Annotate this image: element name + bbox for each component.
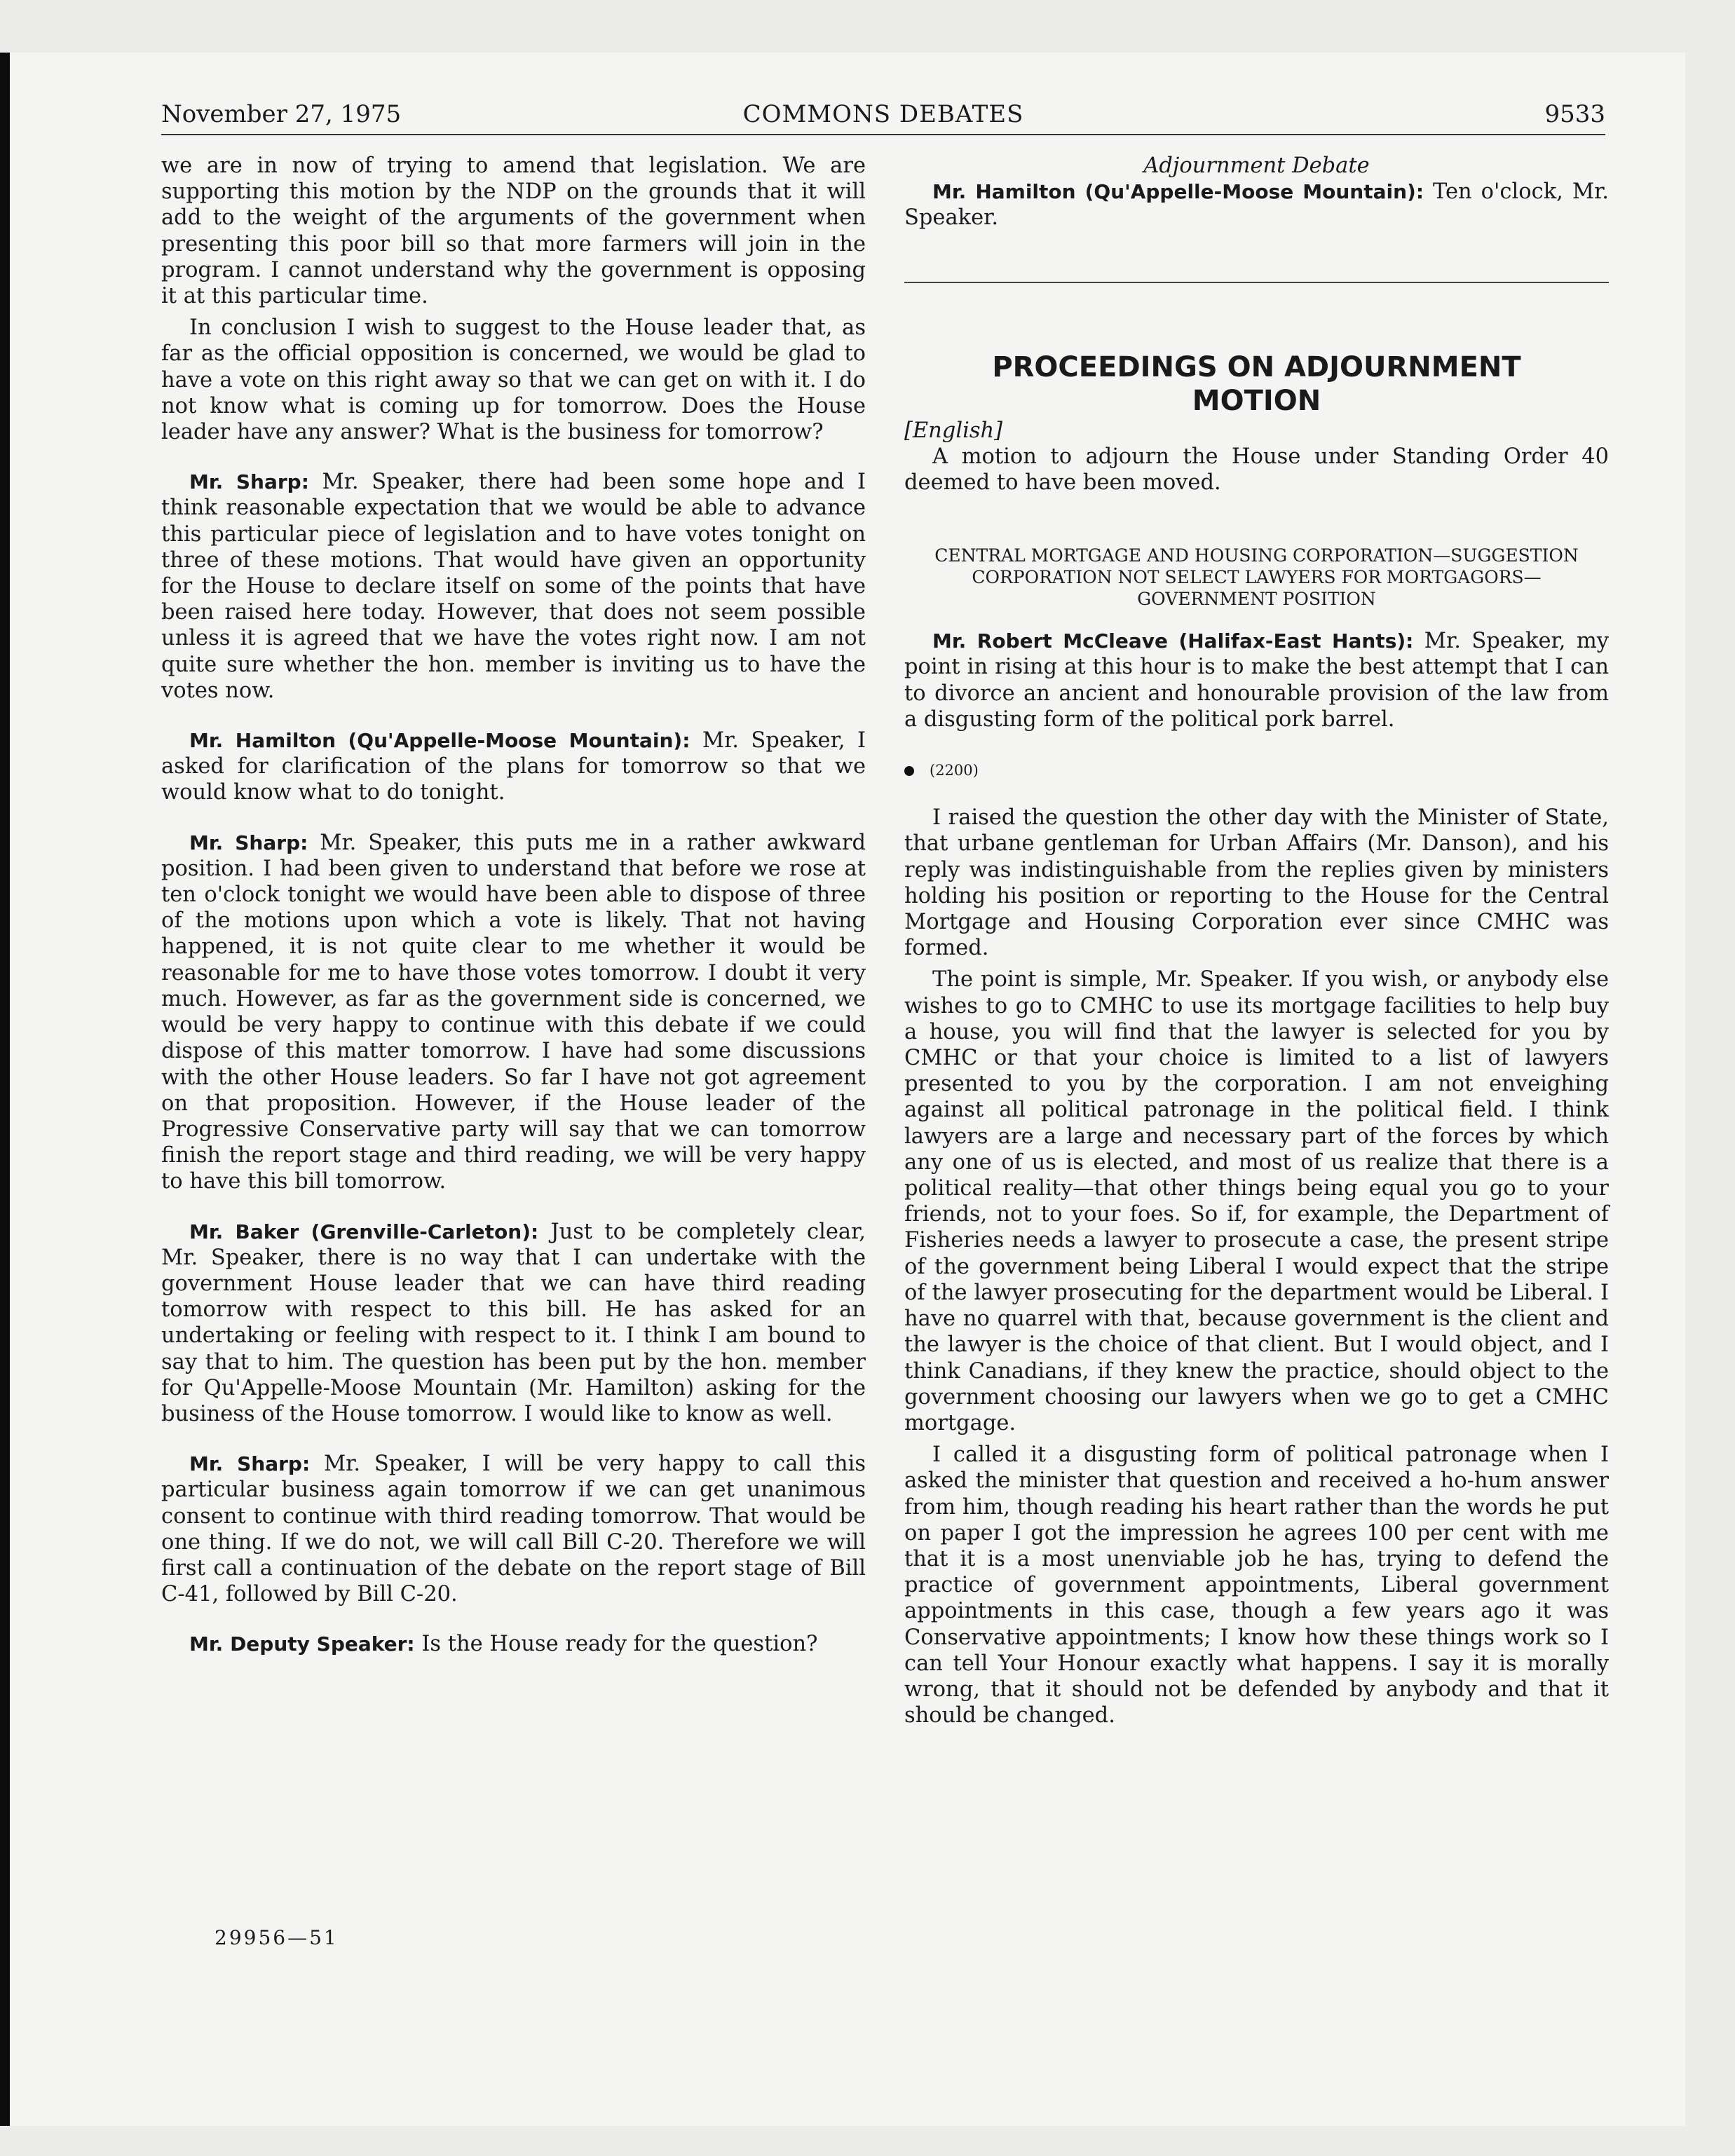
speaker-name: Mr. Hamilton (Qu'Appelle-Moose Mountain): [189,729,690,753]
speech-sharp-1 [161,469,866,704]
paragraph: I called it a disgusting form of political patronage when I asked the minister that question and received a ho-hum answer from him, though reading his heart rather than the words he put on paper I got the impression he agrees 100 per cent with me that it is a most unenviable job he has, trying to defend the practice of government appointments, Liberal government appointments in this case, though a few years ago it was Conservative appointments; I know how these things work so I can tell Your Honour exactly what happens. I say it is morally wrong, that it should not be defended by anybody and that it should be changed. [904,1442,1609,1728]
left-column [161,153,866,1658]
footer-code: 29956—51 [215,1926,339,1949]
running-title: Adjournment Debate [1143,153,1370,178]
speaker-name: Mr. Sharp: [189,831,308,854]
section-divider [904,282,1609,283]
speaker-name: Mr. Baker (Grenville-Carleton): [189,1220,539,1243]
speech-text: Mr. Speaker, I asked for clarification of the plans for tomorrow so that we would know what to do tonight. [161,728,866,805]
speaker-name: Mr. Sharp: [189,1452,311,1476]
speech-sharp-2 [161,830,866,1195]
motion-text: A motion to adjourn the House under Standing Order 40 deemed to have been moved. [904,444,1609,496]
speech-hamilton-1 [161,728,866,806]
bullet-icon [904,766,914,776]
time-marker [904,758,1609,784]
speech-deputy-speaker [161,1631,866,1657]
speech-hamilton-2 [904,179,1609,231]
right-column [904,153,1609,1728]
speech-text: Mr. Speaker, this puts me in a rather awkward position. I had been given to understand that before we rose at ten o'clock tonight we would have been able to dispose of three of the motions upon which a vote is likely. That not having happened, it is not quite clear to me whether it would be reasonable for me to have those votes tomorrow. I doubt it very much. However, as far as the government side is concerned, we would be very happy to continue with this debate if we could dispose of this matter tomorrow. I have had some discussions with the other House leaders. So far I have not got agreement on that proposition. However, if the House leader of the Progressive Conservative party will say that we can tomorrow finish the report stage and third reading, we will be very happy to have this bill tomorrow. [161,830,866,1194]
header-title: COMMONS DEBATES [742,100,1024,128]
speech-text: Mr. Speaker, my point in rising at this hour is to make the best attempt that I can to divorce an ancient and honourable provision of the law from a disgusting form of the political pork barrel. [904,629,1609,732]
speech-text: Is the House ready for the question? [421,1632,818,1657]
section-title: PROCEEDINGS ON ADJOURNMENT MOTION [992,350,1521,417]
header-page-number: 9533 [1544,100,1605,128]
page-header [161,95,1605,135]
header-date: November 27, 1975 [161,100,402,128]
speaker-name: Mr. Hamilton (Qu'Appelle-Moose Mountain): [932,180,1424,204]
speech-text: Ten o'clock, Mr. Speaker. [904,179,1609,231]
time-marker-text: (2200) [930,762,979,779]
paragraph: we are in now of trying to amend that legislation. We are supporting this motion by the NDP on the grounds that it will add to the weight of the arguments of the government when presenting this poor bill so that more farmers will join in the program. I cannot understand why the government is opposing it at this particular time. [161,153,866,309]
speech-text: Mr. Speaker, I will be very happy to call this particular business again tomorrow if we can get unanimous consent to continue with third reading tomorrow. That would be one thing. If we do not, we will call Bill C-20. Therefore we will first call a continuation of the debate on the report stage of Bill C-41, followed by Bill C-20. [161,1452,866,1607]
paragraph: I raised the question the other day with the Minister of State, that urbane gentleman for Urban Affairs (Mr. Danson), and his reply was indistinguishable from the replies given by ministers holding his position or reporting to the House for the Central Mortgage and Housing Corporation ever since CMHC was formed. [904,805,1609,961]
paragraph: In conclusion I wish to suggest to the House leader that, as far as the official opposition is concerned, we would be glad to have a vote on this right away so that we can get on with it. I do not know what is coming up for tomorrow. Does the House leader have any answer? What is the business for tomorrow? [161,315,866,445]
scan-edge [0,53,10,2126]
language-marker: [English] [904,418,1003,443]
speaker-name: Mr. Robert McCleave (Halifax-East Hants): [932,629,1414,653]
speaker-name: Mr. Deputy Speaker: [189,1632,415,1656]
paragraph: The point is simple, Mr. Speaker. If you wish, or anybody else wishes to go to CMHC to use its mortgage facilities to help buy a house, you will find that the lawyer is selected for you by CMHC or that your choice is limited to a list of lawyers presented to you by the corporation. I am not enveighing against all political patronage in the political field. I think lawyers are a large and necessary part of the forces by which any one of us is elected, and most of us realize that there is a political reality—that other things being equal you go to your friends, not to your foes. So if, for example, the Department of Fisheries needs a lawyer to prosecute a case, the present stripe of the government being Liberal I would expect that the stripe of the lawyer prosecuting for the department would be Liberal. I have no quarrel with that, because government is the client and the lawyer is the choice of that client. But I would object, and I think Canadians, if they knew the practice, should object to the government choosing our lawyers when we go to get a CMHC mortgage. [904,967,1609,1435]
speech-baker [161,1219,866,1428]
speech-text: Mr. Speaker, there had been some hope and I think reasonable expectation that we would be able to advance this particular piece of legislation and to have votes tonight on three of these motions. That would have given an opportunity for the House to declare itself on some of the points that have been raised here today. However, that does not seem possible unless it is agreed that we have the votes right now. I am not quite sure whether the hon. member is inviting us to have the votes now. [161,470,866,703]
subheading: CENTRAL MORTGAGE AND HOUSING CORPORATION—SUGGESTION CORPORATION NOT SELECT LAWYERS FOR MORTGAGORS—GOVERNMENT POSITION [934,545,1579,610]
speech-text: Just to be completely clear, Mr. Speaker, there is no way that I can undertake with the government House leader that we can have third reading tomorrow with respect to this bill. He has asked for an undertaking or feeling with respect to it. I think I am bound to say that to him. The question has been put by the hon. member for Qu'Appelle-Moose Mountain (Mr. Hamilton) asking for the business of the House tomorrow. I would like to know as well. [161,1219,866,1426]
speech-mccleave [904,628,1609,732]
speech-sharp-3 [161,1451,866,1607]
speaker-name: Mr. Sharp: [189,470,309,494]
